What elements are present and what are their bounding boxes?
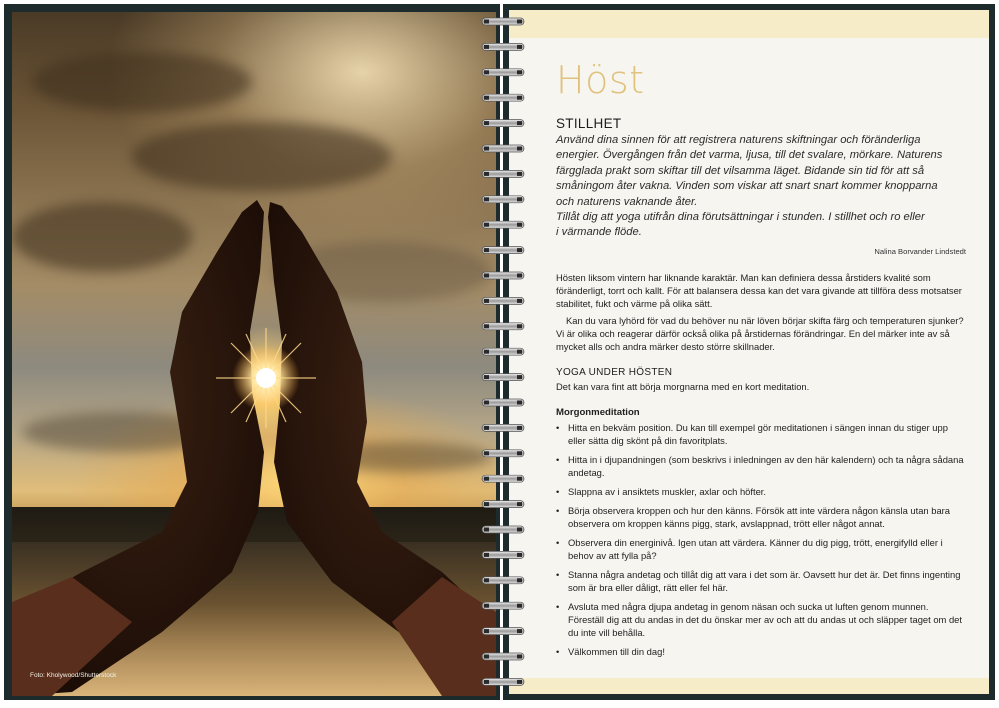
list-item <box>556 568 966 594</box>
bullet-icon: • <box>556 536 560 548</box>
intro-paragraph: Hösten liksom vintern har liknande karaktär. Man kan definiera dessa årstiders kvalité som föränderligt, torrt och kallt. För att balansera dessa kan det vara givande att tillföra dess motsatser stabilitet, fukt och värme på olika sätt. <box>556 271 962 309</box>
spiral-ring <box>482 69 524 76</box>
poem-line: Använd dina sinnen för att registrera naturens skiftningar och föränderliga <box>556 134 921 146</box>
spiral-ring <box>482 120 524 127</box>
spiral-ring <box>482 145 524 152</box>
poem-line: och naturens vaknande åter. <box>556 195 698 208</box>
section-heading-yoga: YOGA UNDER HÖSTEN <box>556 366 673 378</box>
intro-paragraph: Kan du vara lyhörd för vad du behöver nu när löven börjar skifta färg och temperaturen sjunker? Vi är olika och reagerar därför också olika på årstidernas förändringar. En del märker inte av så mycket alls och andra märker desto större skillnader. <box>556 314 964 352</box>
spiral-ring <box>482 374 524 381</box>
poem-line: i värmande flöde. <box>556 226 642 239</box>
list-item <box>556 645 966 658</box>
list-item <box>556 536 966 562</box>
sun-starburst <box>216 328 316 428</box>
bullet-icon: • <box>556 485 560 497</box>
poem-line: energier. Övergången från det varma, ljusa, till det svalare, mörkare. Naturens <box>556 149 943 162</box>
list-item-text: Avsluta med några djupa andetag in genom näsan och sucka ut luften genom munnen. Föreställ dig att du andas in det du önskar mer av och att du andas ut och släpper taget om det du inte vill behålla. <box>568 600 962 638</box>
page-paper <box>509 10 989 694</box>
sunset-hands-photo <box>12 12 496 696</box>
spiral-ring <box>482 678 524 685</box>
intro-text <box>556 271 966 353</box>
spiral-ring <box>482 577 524 584</box>
list-item <box>556 504 966 530</box>
list-item <box>556 485 966 498</box>
spiral-ring <box>482 170 524 177</box>
page-content <box>556 58 966 664</box>
meditation-heading: Morgonmeditation <box>556 406 640 418</box>
bullet-icon: • <box>556 568 560 580</box>
poem-author: Nalina Borvander Lindstedt <box>874 246 966 256</box>
spiral-ring <box>482 196 524 203</box>
list-item-text: Hitta en bekväm position. Du kan till exempel gör meditationen i sängen innan du stiger upp eller sätta dig skönt på din favoritplats. <box>568 421 948 446</box>
bullet-icon: • <box>556 600 560 612</box>
list-item-text: Hitta in i djupandningen (som beskrivs i inledningen av den här kalendern) och ta några sådana andetag. <box>568 453 964 478</box>
top-color-band <box>509 10 989 38</box>
spiral-ring <box>482 221 524 228</box>
spiral-ring <box>482 348 524 355</box>
list-item-text: Slappna av i ansiktets muskler, axlar och höfter. <box>568 485 767 497</box>
spiral-ring <box>482 18 524 25</box>
bottom-color-band <box>509 678 989 694</box>
bullet-icon: • <box>556 645 560 657</box>
poem-line: Tillåt dig att yoga utifrån dina förutsättningar i stunden. I stillhet och ro eller <box>556 211 925 224</box>
bullet-icon: • <box>556 421 560 433</box>
spiral-ring <box>482 424 524 431</box>
spiral-ring <box>482 450 524 457</box>
left-page <box>4 4 500 700</box>
spiral-ring <box>482 399 524 406</box>
spiral-ring <box>482 602 524 609</box>
list-item <box>556 600 966 639</box>
meditation-list <box>556 421 966 658</box>
spiral-ring <box>482 272 524 279</box>
spiral-ring <box>482 551 524 558</box>
spiral-ring <box>482 526 524 533</box>
list-item <box>556 421 966 447</box>
spiral-ring <box>482 297 524 304</box>
spiral-ring <box>482 247 524 254</box>
list-item <box>556 453 966 479</box>
poem-text <box>556 133 966 241</box>
spiral-ring <box>482 628 524 635</box>
spiral-ring <box>482 94 524 101</box>
spiral-ring <box>482 475 524 482</box>
spiral-ring <box>482 323 524 330</box>
list-item-text: Börja observera kroppen och hur den känns. Försök att inte värdera någon känsla utan bara observera om kroppen känns pigg, stark, avslappnad, trött eller något annat. <box>568 504 951 529</box>
page-title: Höst <box>556 58 645 102</box>
spiral-binding <box>480 8 526 698</box>
list-item-text: Observera din energinivå. Igen utan att värdera. Känner du dig pigg, trött, energifylld eller i behov av att fylla på? <box>568 536 943 561</box>
bullet-icon: • <box>556 504 560 516</box>
list-item-text: Välkommen till din dag! <box>568 645 665 657</box>
spiral-ring <box>482 43 524 50</box>
yoga-intro-text: Det kan vara fint att börja morgnarna med en kort meditation. <box>556 380 810 392</box>
praying-hands-silhouette <box>12 12 496 696</box>
bullet-icon: • <box>556 453 560 465</box>
photo-credit: Foto: Kholywood/Shutterstock <box>30 672 117 679</box>
right-page <box>503 4 995 700</box>
poem-line: färgglada prakt som skiftar till det vilsamma läget. Bidande sin tid för att så <box>556 164 925 177</box>
list-item-text: Stanna några andetag och tillåt dig att vara i det som är. Oavsett hur det är. Det finns ingenting som är bra eller dåligt, rätt eller fel här. <box>568 568 961 593</box>
section-heading-stillhet: STILLHET <box>556 116 622 131</box>
spiral-ring <box>482 653 524 660</box>
spiral-ring <box>482 501 524 508</box>
poem-line: småningom åter vakna. Vinden som viskar att snart snart kommer knopparna <box>556 180 938 193</box>
